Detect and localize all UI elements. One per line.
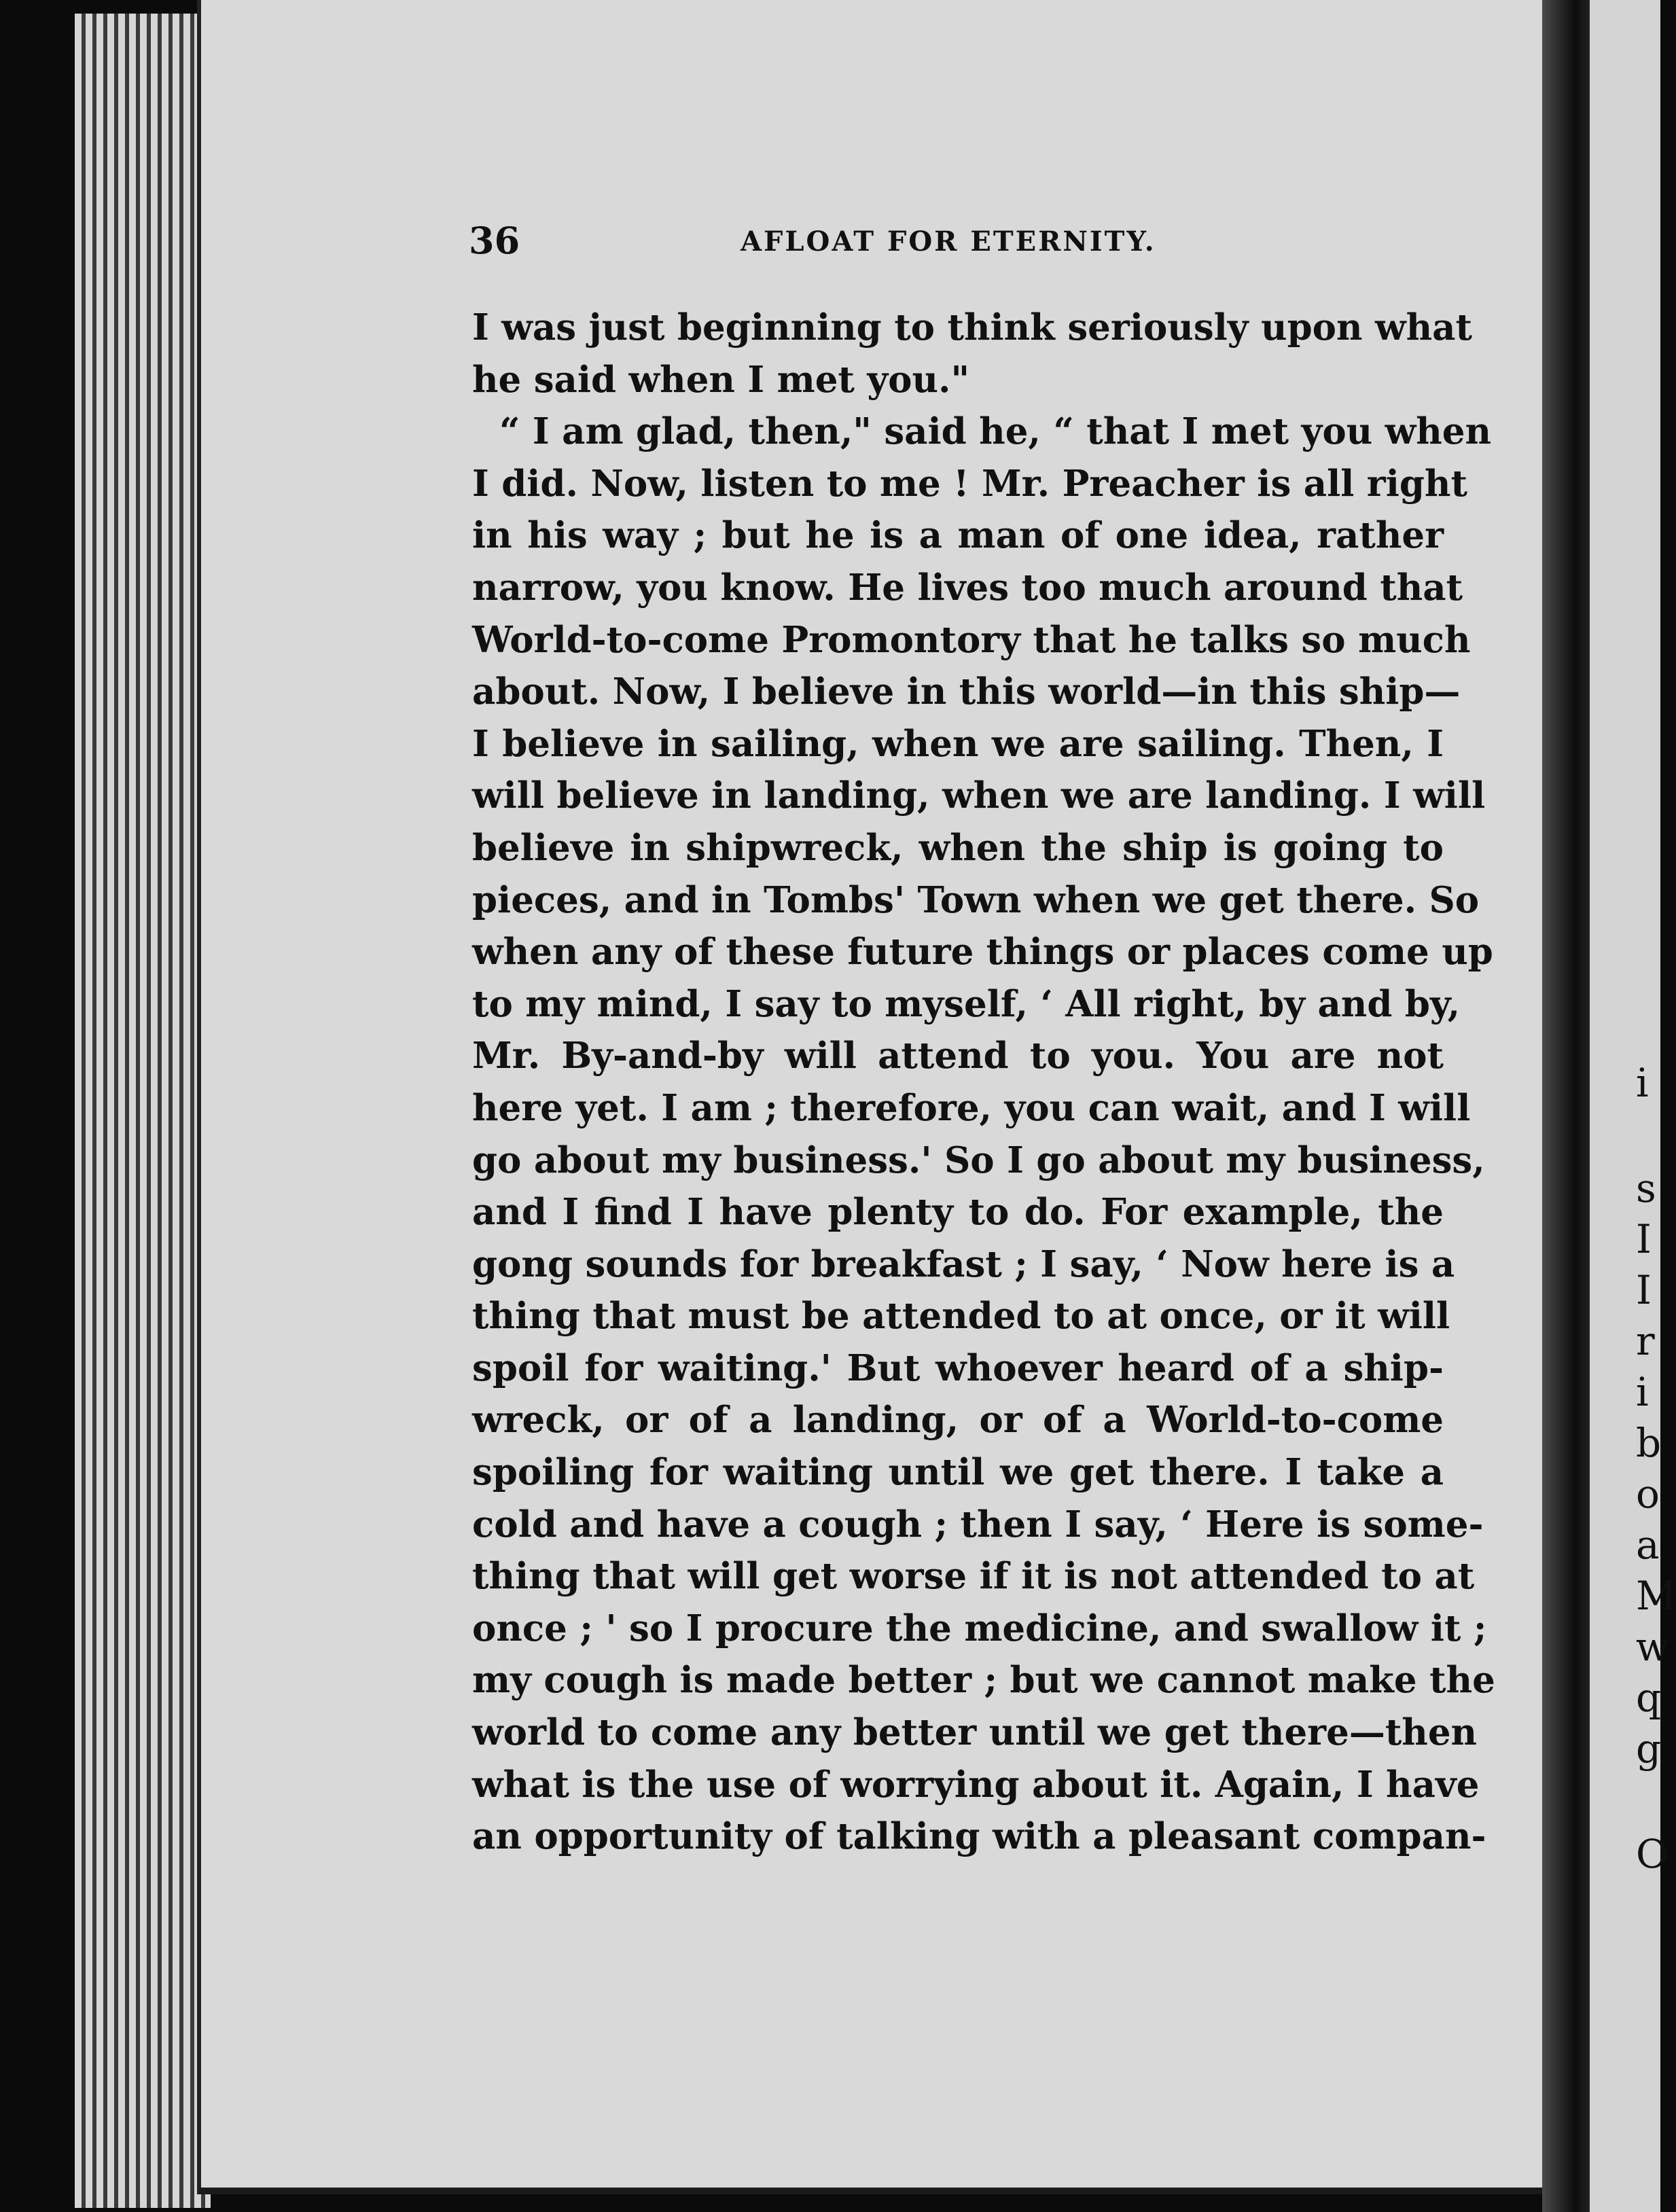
text-line: thing that will get worse if it is not attended to at (472, 1555, 1475, 1598)
text-line: wreck, or of a landing, or of a World-to-come (472, 1399, 1444, 1442)
fragment-letter: s (1636, 1165, 1656, 1211)
fragment-letter: q (1636, 1675, 1662, 1721)
fragment-letter: M (1636, 1573, 1676, 1619)
fragment-letter: b (1636, 1420, 1662, 1466)
text-line: about. Now, I believe in this world—in this ship— (472, 671, 1461, 713)
fragment-letter: w (1636, 1624, 1670, 1670)
text-line: once ; ' so I procure the medicine, and swallow it ; (472, 1607, 1487, 1649)
facing-page-edge (1590, 0, 1660, 2212)
text-line: gong sounds for breakfast ; I say, ‘ Now here is a (472, 1243, 1455, 1285)
text-line: to my mind, I say to myself, ‘ All right, by and by, (472, 982, 1461, 1025)
page-number: 36 (469, 219, 520, 262)
text-line: spoil for waiting.' But whoever heard of a ship- (472, 1346, 1444, 1389)
fragment-letter: I (1636, 1216, 1652, 1262)
text-line: pieces, and in Tombs' Town when we get there. So (472, 878, 1480, 921)
fragment-letter: r (1636, 1318, 1655, 1364)
text-line: here yet. I am ; therefore, you can wait, and I will (472, 1086, 1471, 1129)
fragment-letter: o (1636, 1471, 1660, 1517)
text-line: I believe in sailing, when we are sailing. Then, I (472, 722, 1444, 765)
text-line: will believe in landing, when we are landing. I will (472, 774, 1486, 817)
fragment-letter: a (1636, 1522, 1660, 1568)
fragment-letter: O (1636, 1831, 1669, 1877)
text-line: what is the use of worrying about it. Again, I have (472, 1763, 1480, 1806)
text-line: go about my business.' So I go about my business, (472, 1139, 1485, 1181)
text-line: Mr. By-and-by will attend to you. You are not (472, 1035, 1444, 1077)
book-gutter (1542, 0, 1597, 2212)
text-line: I did. Now, listen to me ! Mr. Preacher is all right (472, 462, 1467, 505)
text-line: World-to-come Promontory that he talks so much (472, 618, 1471, 661)
text-line: spoiling for waiting until we get there. I take a (472, 1451, 1444, 1494)
body-text (472, 302, 1495, 1863)
text-line: in his way ; but he is a man of one idea, rather (472, 514, 1444, 557)
text-line: he said when I met you." (472, 358, 970, 401)
text-line: narrow, you know. He lives too much around that (472, 566, 1463, 609)
text-line: world to come any better until we get there—then (472, 1711, 1478, 1754)
text-line: believe in shipwreck, when the ship is going to (472, 826, 1444, 869)
fragment-letter: i (1636, 1369, 1649, 1415)
page-header (469, 219, 1440, 273)
fragment-letter: i (1636, 1060, 1649, 1106)
running-title: AFLOAT FOR ETERNITY. (741, 226, 1156, 257)
fragment-letter: g (1636, 1726, 1662, 1772)
text-line: cold and have a cough ; then I say, ‘ Here is some- (472, 1503, 1484, 1546)
text-line: thing that must be attended to at once, or it will (472, 1295, 1450, 1338)
text-line: my cough is made better ; but we cannot make the (472, 1659, 1495, 1702)
fragment-letter: I (1636, 1267, 1652, 1313)
text-line: when any of these future things or places come up (472, 931, 1493, 974)
text-line: an opportunity of talking with a pleasant compan- (472, 1815, 1486, 1858)
text-line: I was just beginning to think seriously upon what (472, 306, 1472, 349)
text-line: and I find I have plenty to do. For example, the (472, 1191, 1444, 1234)
page-edges (75, 14, 211, 2208)
text-line: “ I am glad, then," said he, “ that I met you when (499, 410, 1492, 453)
